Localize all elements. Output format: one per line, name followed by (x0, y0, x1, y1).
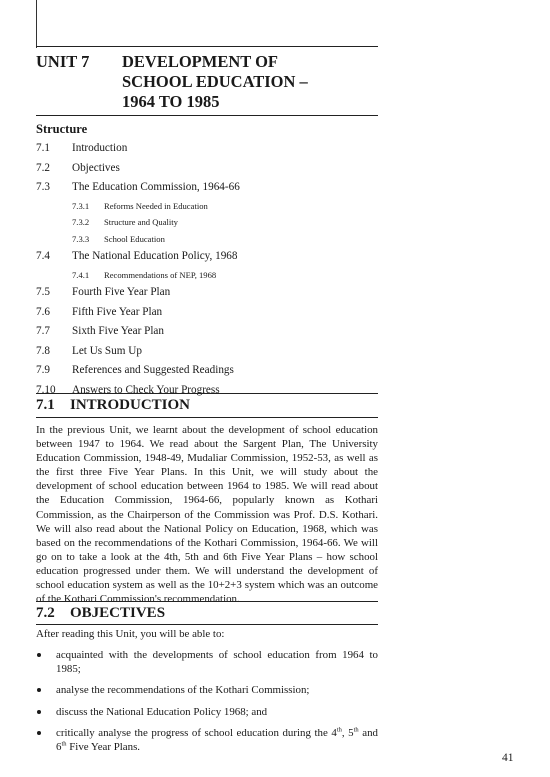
header-left-line (36, 0, 37, 48)
unit-title-line-1: DEVELOPMENT OF (122, 52, 279, 71)
structure-item-number: 7.5 (36, 286, 50, 298)
structure-item-text: Objectives (72, 161, 120, 174)
section-title: OBJECTIVES (70, 605, 166, 621)
unit-title-line-2: SCHOOL EDUCATION – (122, 72, 308, 91)
structure-item (36, 159, 378, 179)
objectives-bottom-rule (36, 624, 378, 625)
bullet-icon (37, 688, 41, 692)
structure-item-text: Reforms Needed in Education (104, 200, 208, 211)
structure-item-text: Fourth Five Year Plan (72, 286, 171, 298)
structure-item-number: 7.7 (36, 325, 50, 337)
structure-item (36, 283, 378, 303)
structure-item (36, 247, 378, 267)
structure-item-text: Fifth Five Year Plan (72, 305, 163, 318)
bullet-icon (37, 653, 41, 657)
structure-item-number: 7.9 (36, 364, 50, 376)
section-title: INTRODUCTION (70, 397, 191, 413)
structure-item-text: References and Suggested Readings (72, 364, 234, 376)
title-bottom-rule (36, 115, 378, 116)
intro-top-rule (36, 393, 378, 394)
objectives-top-rule (36, 601, 378, 602)
objectives-list (36, 648, 378, 761)
structure-item-text: Recommendations of NEP, 1968 (104, 269, 217, 280)
structure-item-text: Answers to Check Your Progress (72, 383, 220, 396)
objective-item: analyse the recommendations of the Kothari Commission; (36, 683, 378, 697)
objectives-intro: After reading this Unit, you will be able to: (36, 628, 225, 640)
structure-item-number: 7.3.3 (72, 233, 90, 244)
structure-item-number: 7.8 (36, 344, 50, 357)
introduction-paragraph: In the previous Unit, we learnt about the development of school education between 1947 to 1964. We read about the Sargent Plan, The University Education Commission, 1948-49, Mudaliar Commission, 1952-53, as well as the first three Five Year Plans. In this Unit, we will study about the development of school education between 1964 to 1985. We will read about the Education Commission, 1964-66, popularly known as Kothari Commission, as the Chairperson of the Commission was Prof. D.S. Kothari. We will also read about the National Policy on Education, 1968, which was based on the recommendations of the Kothari Commission, 1964-66. We will go on to take a look at the 4th, 5th and 6th Five Year Plans – how school education progressed under them. We will understand the development of school education system as well as the 10+2+3 system which was an outcome of the Kothari Commission's recommendation. (36, 424, 378, 606)
structure-item-text: Sixth Five Year Plan (72, 325, 164, 337)
section-number: 7.1 (36, 397, 55, 413)
structure-item-number: 7.1 (36, 142, 50, 154)
structure-item (36, 361, 378, 381)
page-number: 41 (502, 752, 514, 764)
objective-item: discuss the National Education Policy 1968; and (36, 705, 378, 719)
structure-heading: Structure (36, 122, 88, 136)
section-number: 7.2 (36, 605, 55, 621)
structure-subitem (36, 267, 378, 284)
unit-number: UNIT 7 (36, 52, 90, 71)
intro-bottom-rule (36, 417, 378, 418)
unit-title-line-3: 1964 TO 1985 (122, 92, 220, 111)
structure-item (36, 303, 378, 323)
structure-item-text: Structure and Quality (104, 217, 178, 227)
structure-item-text: Introduction (72, 142, 128, 154)
structure-item (36, 139, 378, 159)
structure-item-number: 7.2 (36, 161, 50, 174)
structure-item-number: 7.10 (36, 383, 56, 396)
structure-item-number: 7.4 (36, 250, 50, 262)
structure-subitem (36, 198, 378, 215)
structure-item-number: 7.6 (36, 305, 50, 318)
structure-item-text: Let Us Sum Up (72, 344, 142, 357)
structure-subitem (36, 231, 378, 248)
structure-item (36, 178, 378, 198)
bullet-icon (37, 710, 41, 714)
structure-list (36, 139, 378, 400)
structure-item-number: 7.3 (36, 181, 50, 193)
structure-item-text: The National Education Policy, 1968 (72, 250, 238, 262)
structure-item-number: 7.3.2 (72, 217, 90, 227)
structure-item (36, 322, 378, 342)
structure-item-text: School Education (104, 233, 165, 244)
title-top-rule (36, 46, 378, 47)
structure-subitem (36, 214, 378, 231)
structure-item-number: 7.3.1 (72, 200, 90, 211)
objective-item: acquainted with the developments of school education from 1964 to 1985; (36, 648, 378, 676)
bullet-icon (37, 731, 41, 735)
objective-item: critically analyse the progress of school education during the 4th, 5th and 6th Five Year Plans. (36, 726, 378, 754)
structure-item-number: 7.4.1 (72, 269, 90, 280)
structure-item (36, 342, 378, 362)
structure-item-text: The Education Commission, 1964-66 (72, 181, 240, 193)
